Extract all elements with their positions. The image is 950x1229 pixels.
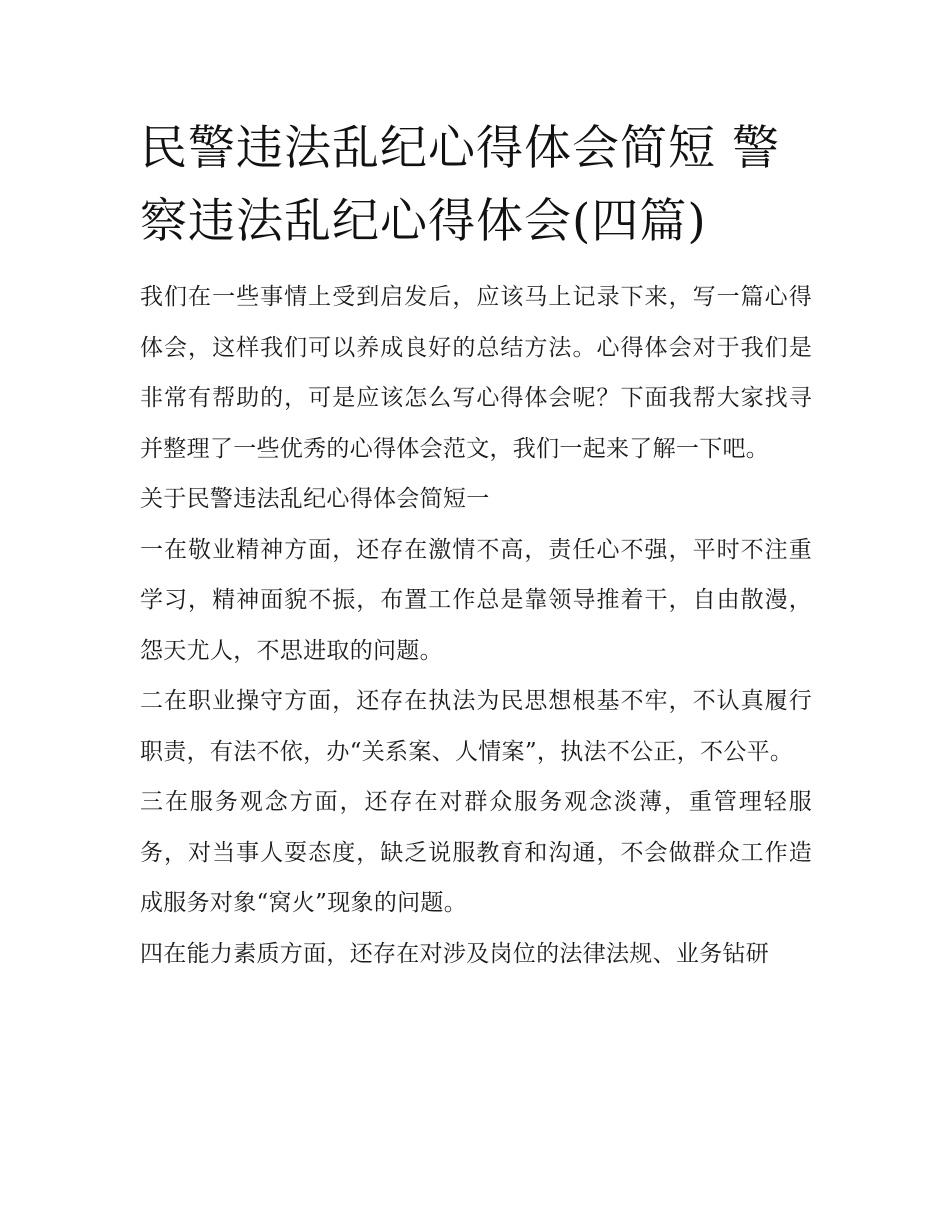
body-paragraph: 二在职业操守方面，还存在执法为民思想根基不牢，不认真履行职责，有法不依，办“关系案、人情案”，执法不公正，不公平。 — [140, 688, 812, 765]
body-paragraph: 三在服务观念方面，还存在对群众服务观念淡薄，重管理轻服务，对当事人耍态度，缺乏说服教育和沟通，不会做群众工作造成服务对象“窝火”现象的问题。 — [140, 789, 812, 916]
body-paragraph: 四在能力素质方面，还存在对涉及岗位的法律法规、业务钻研 — [140, 940, 770, 967]
document-page — [140, 112, 812, 979]
section-heading: 关于民警违法乱纪心得体会简短一 — [140, 486, 490, 512]
intro-paragraph: 我们在一些事情上受到启发后，应该马上记录下来，写一篇心得体会，这样我们可以养成良好的总结方法。心得体会对于我们是非常有帮助的，可是应该怎么写心得体会呢？下面我帮大家找寻并整理了一些优秀的心得体会范文，我们一起来了解一下吧。 — [140, 284, 812, 462]
document-title: 民警违法乱纪心得体会简短 警察违法乱纪心得体会(四篇) — [140, 121, 780, 249]
body-paragraph: 一在敬业精神方面，还存在激情不高，责任心不强，平时不注重学习，精神面貌不振，布置工作总是靠领导推着干，自由散漫，怨天尤人，不思进取的问题。 — [140, 536, 812, 664]
